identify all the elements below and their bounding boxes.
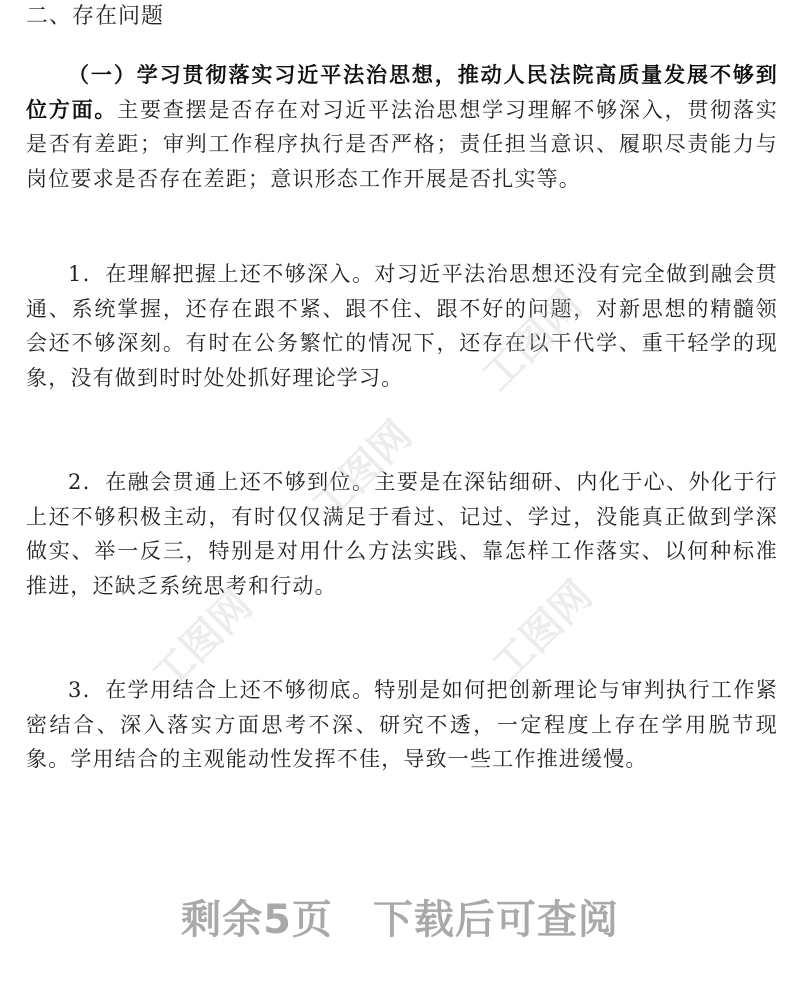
watermark: 工图网 xyxy=(303,412,422,530)
paragraph-1-lead: （一）学习贯彻落实习近平法治思想，推动人民法院高质量发展不够到位方面。 xyxy=(26,63,778,122)
remaining-pages-label: 剩余5页 xyxy=(181,897,333,943)
paragraph-4: 3．在学用结合上还不够彻底。特别是如何把创新理论与审判执行工作紧密结合、深入落实方面思考不深、研究不透，一定程度上存在学用脱节现象。学用结合的主观能动性发挥不佳，导致一些工作推进缓慢。 xyxy=(26,678,778,772)
watermark: 工图网 xyxy=(473,282,592,400)
paragraph-2: 1．在理解把握上还不够深入。对习近平法治思想还没有完全做到融会贯通、系统掌握，还存在跟不紧、跟不住、跟不好的问题，对新思想的精髓领会还不够深刻。有时在公务繁忙的情况下，还存在以干代学、重干轻学的现象，没有做到时时处处抓好理论学习。 xyxy=(26,262,778,391)
paragraph-1-body: 主要查摆是否存在对习近平法治思想学习理解不够深入，贯彻落实是否有差距；审判工作程序执行是否严格；责任担当意识、履职尽责能力与岗位要求是否存在差距；意识形态工作开展是否扎实等。 xyxy=(26,97,778,192)
watermark: 工图网 xyxy=(483,572,602,690)
paragraph-3: 2．在融会贯通上还不够到位。主要是在深钻细研、内化于心、外化于行上还不够积极主动，有时仅仅满足于看过、记过、学过，没能真正做到学深做实、举一反三，特别是对用什么方法实践、靠怎样工作落实、以何种标准推进，还缺乏系统思考和行动。 xyxy=(26,470,778,599)
paragraph-1 xyxy=(26,58,778,197)
download-to-view-label: 下载后可查阅 xyxy=(372,897,619,943)
download-notice[interactable] xyxy=(0,888,800,945)
watermark: 工图网 xyxy=(143,582,262,700)
section-heading: 二、存在问题 xyxy=(26,4,165,29)
